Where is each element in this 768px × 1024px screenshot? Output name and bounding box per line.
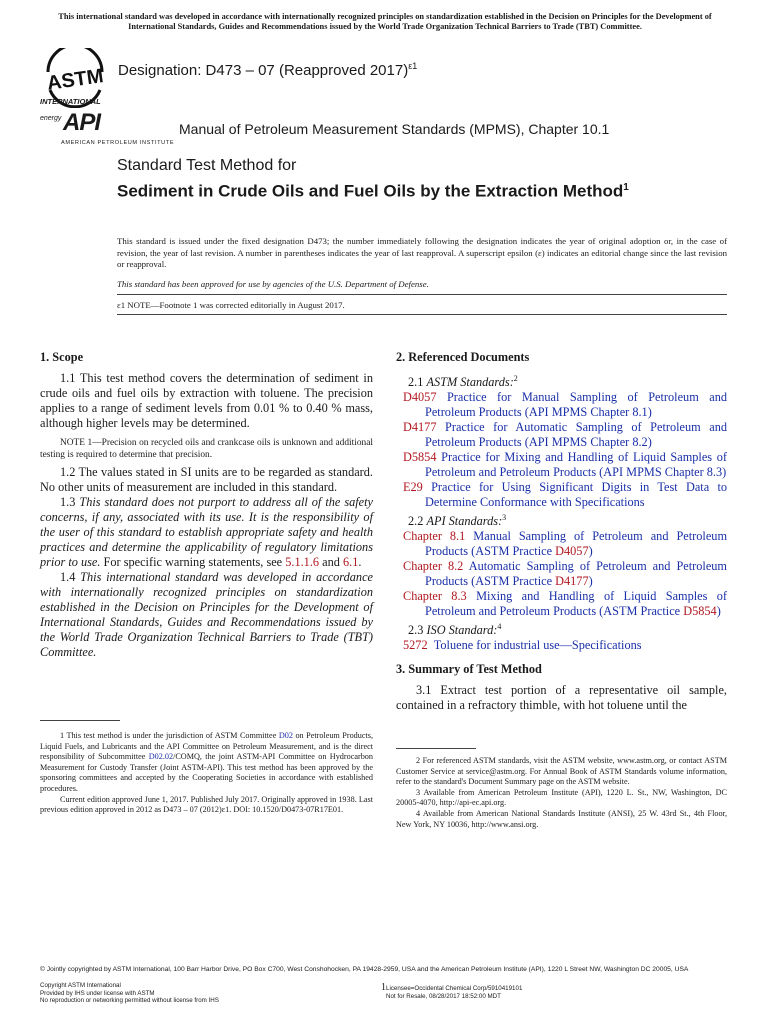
paragraph-1-1: 1.1 This test method covers the determination of sediment in crude oils and fuel oils by extraction with toluene. The precision applies to a range of sediment levels from 0.01 % to 0.40 % mass, although higher levels may be determined. [40,371,373,430]
link-d02-02[interactable]: D02.02 [148,752,174,762]
designation: Designation: D473 – 07 (Reapproved 2017)$^{\varepsilon 1}$ [118,61,418,79]
mpms-title: Manual of Petroleum Measurement Standards (MPMS), Chapter 10.1 [179,121,610,137]
footnotes-right [396,756,727,830]
license-info-right: Licensee=Occidental Chemical Corp/5910419101 Not for Resale, 08/28/2017 18:52:00 MDT [386,985,523,1000]
section-heading-scope: 1. Scope [40,350,84,364]
ref-api-8-2: Chapter 8.2 Automatic Sampling of Petroleum and Petroleum Products (ASTM Practice D4177) [403,559,727,589]
note-1: NOTE 1—Precision on recycled oils and crankcase oils is unknown and additional testing is required to determine that precision. [40,438,373,460]
astm-logo-text: INTERNATIONAL [40,97,101,106]
footnote-3: 3 Available from American Petroleum Institute (API), 1220 L. St., NW, Washington, DC 20005-4070, http://api-ec.api.org. [396,787,727,808]
copyright-line: © Jointly copyrighted by ASTM International, 100 Barr Harbor Drive, PO Box C700, West Conshohocken, PA 19428-2959, USA and the American Petroleum Institute (API), 1220 L Street NW, Washington DC 20005, USA [40,966,689,973]
api-energy-text: energy [40,115,62,122]
footnote-rule [396,748,476,749]
footnote-1: 1 This test method is under the jurisdiction of ASTM Committee D02 on Petroleum Products, Liquid Fuels, and Lubricants and the API Committee on Petroleum Measurement, and is the direct responsibility of Subcommittee D02.02/COMQ, the joint ASTM-API Committee on Hydrocarbon Measurement for Custody Transfer (Joint ASTM-API). This test method has been approved by the sponsoring committees and accepted by the Cooperating Societies in accordance with established procedures. Current edition approved June 1, 2017. Published July 2017. Originally approved in 1938. Last previous edition approved in 2012 as D473 – 07 (2012)ε1. DOI: 10.1520/D0473-07R17E01. [40,731,373,815]
ref-d4177: D4177 Practice for Automatic Sampling of Petroleum and Petroleum Products (API MPMS Chapter 8.2) [403,420,728,450]
title-prefix: Standard Test Method for [117,157,297,174]
intro-note: This international standard was developed in accordance with internationally recognized principles on standardization established in the Decision on Principles for the Development of International Standards, Guides and Recommendations issued by the World Trade Organization Technical Barriers to Trade (TBT) Committee. [58,12,712,31]
svg-text:ASTM: ASTM [45,65,105,95]
right-column [396,350,727,713]
footnote-2: 2 For referenced ASTM standards, visit the ASTM website, www.astm.org, or contact ASTM Customer Service at service@astm.org. For Annual Book of ASTM Standards volume information, refer to the standard's Document Summary page on the ASTM website. [396,756,727,787]
api-letters: API [63,109,101,136]
paragraph-3-1: 3.1 Extract test portion of a representative oil sample, contained in a refractory thimble, with hot toluene until the [396,683,727,713]
subsection-2-2: 2.2 API Standards:$^3$ [408,513,507,529]
page-number: 1 [381,982,386,993]
divider [117,294,727,295]
ref-d5854: D5854 Practice for Mixing and Handling of Liquid Samples of Petroleum and Petroleum Products (API MPMS Chapter 8.3) [403,450,727,480]
paragraph-1-2: 1.2 The values stated in SI units are to be regarded as standard. No other units of measurement are included in this standard. [40,465,373,494]
ref-e29: E29 Practice for Using Significant Digits in Test Data to Determine Conformance with Specifications [403,480,728,510]
divider [117,314,727,315]
footnote-rule [40,720,120,721]
paragraph-1-4: 1.4 This international standard was developed in accordance with internationally recognized principles on standardization established in the Decision on Principles for the Development of International Standards, Guides and Recommendations issued by the World Trade Organization Technical Barriers to Trade (TBT) Committee. [40,570,374,659]
link-d02[interactable]: D02 [278,731,293,740]
dod-approval: This standard has been approved for use by agencies of the U.S. Department of Defense. [117,279,429,289]
ref-iso-5272: 5272 Toluene for industrial use—Specifications [403,638,642,653]
left-column [40,350,373,660]
ref-api-8-1: Chapter 8.1 Manual Sampling of Petroleum and Petroleum Products (ASTM Practice D4057) [403,529,728,559]
link-5-1-1-6[interactable]: 5.1.1.6 [285,555,320,569]
paragraph-1-3: 1.3 This standard does not purport to address all of the safety concerns, if any, associated with its use. It is the responsibility of the user of this standard to establish appropriate safety and health practices and determine the applicability of regulatory limitations prior to use. For specific warning statements, see 5.1.1.6 and 6.1. [40,495,373,569]
section-heading-references: 2. Referenced Documents [396,350,530,364]
license-info-left: Copyright ASTM International Provided by IHS under license with ASTM No reproduction or networking permitted without license from IHS [40,982,219,1004]
api-logo [40,109,175,149]
section-heading-summary: 3. Summary of Test Method [396,662,542,677]
editorial-note: ε1 NOTE—Footnote 1 was corrected editorially in August 2017. [117,300,345,310]
astm-logo [40,48,110,108]
ref-d4057: D4057 Practice for Manual Sampling of Petroleum and Petroleum Products (API MPMS Chapter 8.1) [403,390,727,420]
ref-api-8-3: Chapter 8.3 Mixing and Handling of Liquid Samples of Petroleum and Petroleum Products (ASTM Practice D5854) [403,589,728,619]
link-6-1[interactable]: 6.1 [342,555,359,569]
footnote-4: 4 Available from American National Standards Institute (ANSI), 25 W. 43rd St., 4th Floor, New York, NY 10036, http://www.ansi.org. [396,808,727,829]
subsection-2-3: 2.3 ISO Standard:$^4$ [408,622,502,638]
document-title: Sediment in Crude Oils and Fuel Oils by the Extraction Method$^1$ [117,181,629,201]
issued-statement: This standard is issued under the fixed designation D473; the number immediately following the designation indicates the year of original adoption or, in the case of revision, the year of last revision. A number in parentheses indicates the year of last reapproval. A superscript epsilon (ε) indicates an editorial change since the last revision or reapproval. [117,236,727,270]
subsection-2-1: 2.1 ASTM Standards:$^2$ [408,374,518,390]
api-institute-text: AMERICAN PETROLEUM INSTITUTE [61,140,175,146]
